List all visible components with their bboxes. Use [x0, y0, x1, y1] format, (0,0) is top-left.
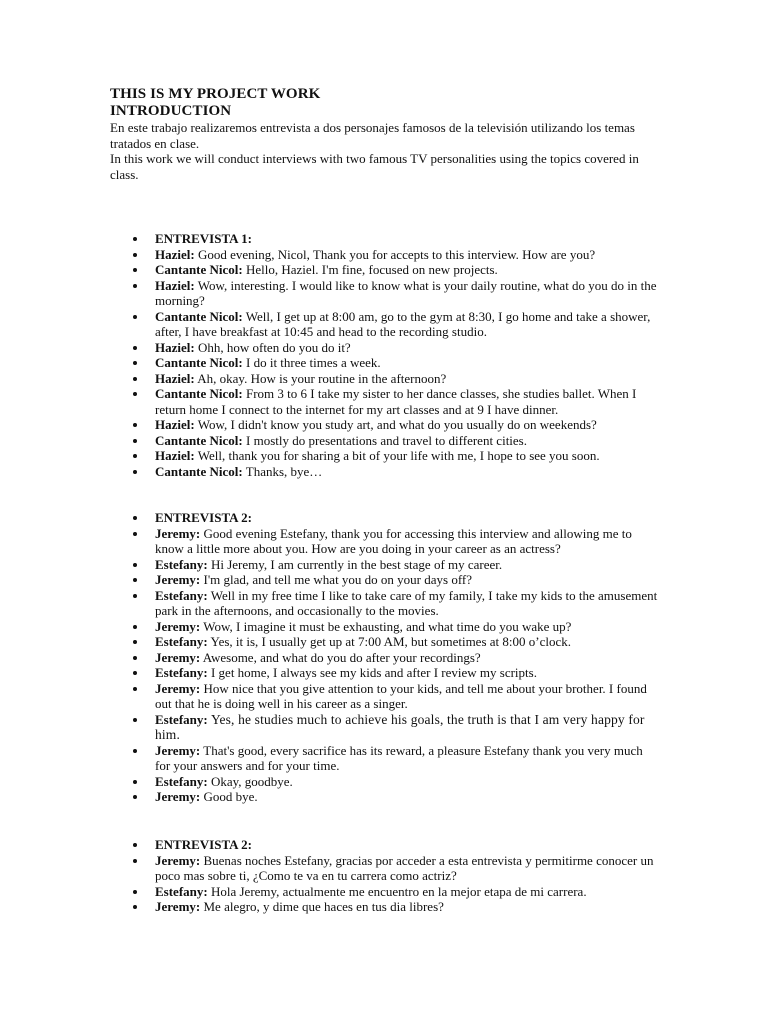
dialogue-text: Hi Jeremy, I am currently in the best stage of my career. [210, 556, 503, 572]
dialogue-text: Me alegro, y dime que haces en tus dia libres? [203, 899, 444, 914]
dialogue-text: Ohh, how often do you do it? [197, 339, 351, 355]
speaker-name: Jeremy: [155, 852, 201, 868]
dialogue-text: Ah, okay. How is your routine in the afternoon? [197, 370, 447, 386]
dialogue-line [155, 789, 660, 805]
speaker-name: Jeremy: [155, 649, 201, 665]
speaker-name: Jeremy: [155, 572, 201, 587]
speaker-name: Cantante Nicol: [155, 432, 243, 448]
dialogue-line [155, 278, 660, 309]
dialogue-text: Okay, goodbye. [210, 773, 293, 789]
dialogue-text: Yes, he studies much to achieve his goals, the truth is that I am very happy for him. [155, 711, 645, 742]
dialogue-text: Good evening Estefany, thank you for accessing this interview and allowing me to know a little more about you. How are you doing in your career as an actress? [155, 525, 632, 556]
dialogue-line [155, 464, 660, 480]
speaker-name: Haziel: [155, 417, 195, 432]
speaker-name: Jeremy: [155, 680, 201, 696]
dialogue-text: I get home, I always see my kids and after I review my scripts. [210, 665, 537, 680]
dialogue-line [155, 557, 660, 573]
dialogue-text: That's good, every sacrifice has its reward, a pleasure Estefany thank you very much for your answers and for your time. [155, 742, 643, 773]
speaker-name: Haziel: [155, 246, 195, 262]
dialogue-text: Awesome, and what do you do after your recordings? [202, 649, 481, 665]
dialogue-line [155, 588, 660, 619]
dialogue-line [155, 386, 660, 417]
dialogue-text: Wow, interesting. I would like to know what is your daily routine, what do you do in the morning? [155, 277, 657, 308]
speaker-name: Haziel: [155, 277, 195, 293]
intro-english: In this work we will conduct interviews with two famous TV personalities using the topics covered in class. [110, 151, 639, 182]
dialogue-line [155, 634, 660, 650]
dialogue-line [155, 371, 660, 387]
dialogue-text: Buenas noches Estefany, gracias por acceder a esta entrevista y permitirme conocer un poco mas sobre ti, ¿Como te va en tu carrera como actriz? [155, 852, 654, 883]
interview-heading: ENTREVISTA 1: [155, 231, 660, 247]
speaker-name: Estefany: [155, 773, 208, 789]
introduction-text [110, 120, 670, 182]
dialogue-line [155, 619, 660, 635]
introduction-heading: INTRODUCTION [110, 103, 232, 119]
dialogue-line [155, 774, 660, 790]
speaker-name: Estefany: [155, 711, 208, 727]
dialogue-text: Hello, Haziel. I'm fine, focused on new projects. [246, 262, 498, 277]
dialogue-text: I do it three times a week. [246, 355, 381, 370]
speaker-name: Haziel: [155, 370, 195, 386]
speaker-name: Haziel: [155, 448, 195, 463]
speaker-name: Estefany: [155, 587, 208, 603]
dialogue-text: Wow, I didn't know you study art, and what do you usually do on weekends? [197, 417, 597, 432]
dialogue-line [155, 247, 660, 263]
speaker-name: Jeremy: [155, 899, 201, 914]
dialogue-text: Yes, it is, I usually get up at 7:00 AM, but sometimes at 8:00 o’clock. [210, 634, 571, 649]
speaker-name: Cantante Nicol: [155, 386, 243, 401]
dialogue-line [155, 526, 660, 557]
dialogue-text: Well in my free time I like to take care of my family, I take my kids to the amusement park in the afternoons, and occasionally to the movies. [155, 587, 658, 618]
dialogue-line [155, 355, 660, 371]
dialogue-text: How nice that you give attention to your kids, and tell me about your brother. I found out that he is doing well in his career as a singer. [155, 680, 647, 711]
dialogue-line [155, 899, 660, 915]
dialogue-line [155, 309, 660, 340]
speaker-name: Cantante Nicol: [155, 262, 243, 277]
dialogue-text: Good bye. [203, 789, 258, 804]
speaker-name: Estefany: [155, 634, 208, 649]
interview-2 [155, 510, 660, 805]
interview-1 [155, 231, 660, 479]
intro-spanish: En este trabajo realizaremos entrevista a dos personajes famosos de la televisión utilizando los temas tratados en clase. [110, 120, 635, 151]
interview-heading: ENTREVISTA 2: [155, 837, 660, 853]
speaker-name: Cantante Nicol: [155, 463, 243, 479]
speaker-name: Cantante Nicol: [155, 355, 243, 370]
dialogue-line [155, 417, 660, 433]
dialogue-text: I mostly do presentations and travel to different cities. [246, 432, 527, 448]
dialogue-line [155, 448, 660, 464]
dialogue-text: Well, I get up at 8:00 am, go to the gym at 8:30, I go home and take a shower, after, I have breakfast at 10:45 and head to the recording studio. [155, 308, 651, 339]
speaker-name: Haziel: [155, 339, 195, 355]
speaker-name: Jeremy: [155, 789, 201, 804]
speaker-name: Estefany: [155, 556, 208, 572]
document-title: THIS IS MY PROJECT WORK [110, 86, 321, 102]
dialogue-line [155, 650, 660, 666]
speaker-name: Jeremy: [155, 618, 201, 634]
dialogue-text: Hola Jeremy, actualmente me encuentro en la mejor etapa de mi carrera. [210, 883, 587, 899]
dialogue-line [155, 884, 660, 900]
speaker-name: Estefany: [155, 665, 208, 680]
dialogue-line [155, 853, 660, 884]
dialogue-text: Good evening, Nicol, Thank you for accepts to this interview. How are you? [197, 246, 596, 262]
interview-heading: ENTREVISTA 2: [155, 510, 660, 526]
speaker-name: Cantante Nicol: [155, 308, 243, 324]
dialogue-text: From 3 to 6 I take my sister to her dance classes, she studies ballet. When I return home I connect to the internet for my art classes and at 9 I have dinner. [155, 386, 637, 417]
dialogue-line [155, 262, 660, 278]
speaker-name: Jeremy: [155, 742, 201, 758]
speaker-name: Jeremy: [155, 525, 201, 541]
dialogue-text: Wow, I imagine it must be exhausting, and what time do you wake up? [203, 618, 572, 634]
dialogue-text: Well, thank you for sharing a bit of your life with me, I hope to see you soon. [197, 448, 600, 463]
dialogue-line [155, 340, 660, 356]
dialogue-line [155, 681, 660, 712]
dialogue-line [155, 433, 660, 449]
dialogue-line [155, 743, 660, 774]
interview-3 [155, 837, 660, 915]
dialogue-line [155, 572, 660, 588]
dialogue-line [155, 712, 660, 743]
dialogue-text: Thanks, bye… [245, 463, 323, 479]
speaker-name: Estefany: [155, 883, 208, 899]
dialogue-line [155, 665, 660, 681]
dialogue-text: I'm glad, and tell me what you do on your days off? [203, 572, 473, 587]
